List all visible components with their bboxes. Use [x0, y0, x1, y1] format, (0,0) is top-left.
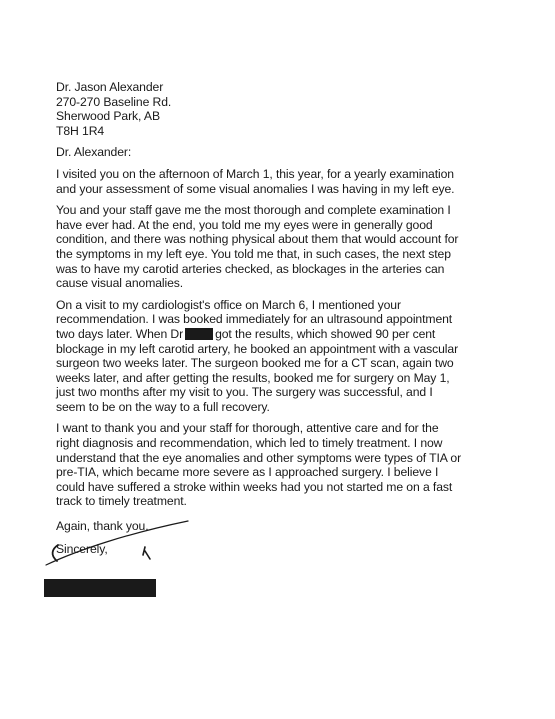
closing-line: Again, thank you. [56, 519, 149, 534]
paragraph-line: You and your staff gave me the most thorough and complete examination I [56, 203, 451, 218]
paragraph-line: blockage in my left carotid artery, he booked an appointment with a vascular [56, 341, 459, 356]
paragraph-line: condition, and there was nothing physical about them that would account for [56, 232, 459, 247]
paragraph-line: cause visual anomalies. [56, 276, 184, 291]
recipient-address [56, 80, 526, 138]
recipient-street: 270-270 Baseline Rd. [56, 94, 172, 109]
paragraph-line: was to have my carotid arteries checked, as blockages in the arteries can [56, 261, 445, 276]
paragraph-line: right diagnosis and recommendation, which led to timely treatment. I now [56, 436, 443, 451]
paragraph-examination [56, 203, 526, 291]
sign-off: Sincerely, [56, 541, 108, 556]
recipient-name: Dr. Jason Alexander [56, 80, 164, 94]
paragraph-line: track to timely treatment. [56, 494, 187, 509]
paragraph-line: the symptoms in my left eye. You told me that, in such cases, the next step [56, 246, 451, 261]
redaction-bar-doctor-name [185, 328, 213, 340]
paragraph-line: and your assessment of some visual anomalies I was having in my left eye. [56, 181, 455, 196]
paragraph-line: I visited you on the afternoon of March 1, this year, for a yearly examination [56, 166, 454, 181]
paragraph-line: recommendation. I was booked immediately for an ultrasound appointment [56, 312, 453, 327]
line-text-after-redaction: got the results, which showed 90 per cent [215, 326, 436, 341]
recipient-postal-code: T8H 1R4 [56, 123, 105, 138]
paragraph-line: seem to be on the way to a full recovery. [56, 399, 270, 414]
paragraph-line: could have suffered a stroke within weeks had you not started me on a fast [56, 479, 453, 494]
paragraph-line: On a visit to my cardiologist's office on March 6, I mentioned your [56, 297, 401, 312]
line-text-before-redaction: two days later. When Dr [56, 326, 184, 341]
paragraph-line: surgeon two weeks later. The surgeon booked me for a CT scan, again two [56, 356, 454, 371]
letter-body [56, 80, 526, 556]
salutation: Dr. Alexander: [56, 145, 132, 160]
redaction-bar-signer-name [44, 579, 156, 597]
paragraph-treatment [56, 298, 526, 415]
paragraph-line-with-redaction [56, 327, 526, 342]
paragraph-line: understand that the eye anomalies and other symptoms were types of TIA or [56, 450, 462, 465]
paragraph-line: just two months after my visit to you. The surgery was successful, and I [56, 385, 433, 400]
paragraph-visit [56, 167, 526, 196]
paragraph-line: have ever had. At the end, you told me my eyes were in generally good [56, 217, 433, 232]
paragraph-line: pre-TIA, which became more severe as I approached surgery. I believe I [56, 465, 439, 480]
paragraph-line: I want to thank you and your staff for thorough, attentive care and for the [56, 421, 439, 436]
recipient-city: Sherwood Park, AB [56, 109, 160, 124]
handwritten-signature [40, 515, 200, 575]
paragraph-thanks [56, 421, 526, 509]
paragraph-line: weeks later, and after getting the results, booked me for surgery on May 1, [56, 370, 450, 385]
